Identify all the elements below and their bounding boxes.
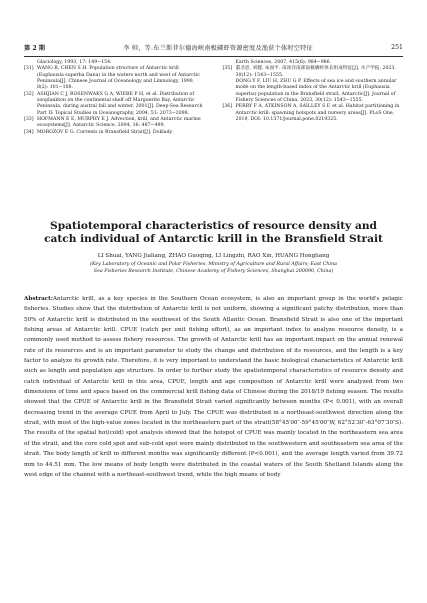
reference-text: HOFMANN E E, MURPHY E J. Advection, krill, and Antarctic marine ecosystems[J]. Antarctic Science, 2004, 16: 487−499.	[37, 117, 201, 129]
reference-item	[24, 92, 205, 117]
reference-text: Earth Sciences, 2007, 415(6): 984−986.	[235, 60, 332, 65]
article-title	[24, 220, 403, 246]
reference-number: [36]	[222, 104, 233, 110]
reference-item	[24, 130, 205, 136]
reference-list	[24, 60, 403, 196]
affiliation-line-1: (Key Laboratory of Oceanic and Polar Fisheries, Ministry of Agriculture and Rural Affairs; East China	[90, 262, 337, 267]
reference-text: MOROZOV E G. Currents in Bransfield Strait[J]. Doklady	[37, 129, 173, 135]
reference-item	[24, 117, 205, 130]
author-list: LI Shuai, YANG Jialiang, ZHAO Guoqing, LI Lingzhi, RAO Xin, HUANG Hongliang	[97, 253, 330, 259]
reference-number: [34]	[24, 129, 34, 135]
reference-text: PERRY F A, ATKINSON A, SAILLEY S F, et al. Habitat partitioning in Antarctic krill: spawning hotspots and nursery areas[J]. PLoS One, 2019, DOI: 10.1371/journal.pone.0219325.	[235, 104, 400, 123]
issue-number: 第 2 期	[24, 44, 45, 52]
reference-number: [32]	[24, 91, 34, 97]
reference-column-right	[223, 60, 404, 196]
title-line-1: Spatiotemporal characteristics of resource density and	[50, 220, 377, 232]
reference-number: [33]	[24, 117, 34, 123]
reference-item	[223, 104, 404, 123]
affiliation-line-2: Sea Fisheries Research Institute, Chinese Academy of Fishery Sciences, Shanghai 200090, China)	[93, 268, 334, 274]
abstract	[24, 294, 403, 594]
abstract-text: Antarctic krill, as a key species in the Southern Ocean ecosystem, is also an important group in the world's pelagic fisheries. Studies show that the distribution of Antarctic krill is not uniform, showing a significant patchy distribution, more than 50% of Antarctic krill is distributed in the southwest of the South Atlantic Ocean. Bransfield Strait is also one of the important fishing areas of Antarctic krill. CPUE (catch per unit fishing effort), as an important index to analyze resource density, is a commonly used method to assess fishery resources. The growth of Antarctic krill has an important impact on the annual renewal rate of its resources and is an important parameter to study the change and distribution of its resources, and the length is a key factor to analyze its growth rate. Therefore, it is very important to understand the basic biological characteristics of Antarctic krill such as length and population age structure. In order to further study the spatiotemporal characteristics of resource density and catch individual of Antarctic krill in this area, CPUE, length and age composition of Antarctic krill were analyzed from two dimensions of time and space based on the commercial krill fishing data of Chinese during the 2018/19 fishing season. The results showed that the CPUE of Antarctic krill in the Bransfield Strait varied significantly between months (P< 0.001), with an overall decreasing trend in the average CPUE from April to July. The CPUE was distributed in a northeast-southwest direction along the strait, with most of the high-value zones located in the northeastern part of the strait(58°45′00″-59°45′00″W, 62°52′30″-63°07′30″S). The results of the spatial hot(cold) spot analysis showed that the hotspot of CPUE was mainly located in the northeastern sea area of the strait, and the core cold spot and sub-cold spot were mainly distributed in the southwestern and southeastern sea area of the strait. The body length of krill in different months was significantly different (P<0.001), and the average length varied from 39.72 mm to 44.51 mm. The low means of body length were distributed in the coastal waters of the South Shetland Islands along the west edge of the channel with a northeast-southwest trend, while the high means of body	[24, 296, 403, 478]
abstract-label: Abstract:	[24, 296, 53, 302]
title-line-2: catch individual of Antarctic krill in the Bransfield Strait	[44, 233, 383, 245]
reference-number: [31]	[24, 66, 34, 72]
reference-column-left	[24, 60, 205, 196]
reference-text: DONG Y F, LIU H, ZHU G P. Effects of sea ice and southern annular mode on the length-based index of the Antarctic krill (Euphausia superba) population in the Bransfield strait, Antarctic[J]. Journal of Fishery Sciences of China, 2023, 30(12): 1543−1555.	[235, 79, 397, 104]
reference-item	[223, 79, 404, 104]
reference-text: 董圣恩, 刘健, 朱国平. 南冰洋南部南极磷虾体长组成特征[J]. 水产学报, 2023, 30(12): 1543−1555.	[235, 66, 396, 78]
page-number: 251	[391, 43, 403, 51]
running-header	[24, 40, 403, 54]
reference-item	[24, 66, 205, 91]
affiliation	[40, 262, 387, 275]
reference-item	[223, 66, 404, 79]
reference-text: Glaciology, 1993, 17: 149−154.	[37, 60, 112, 65]
reference-number: [35]	[222, 66, 233, 72]
reference-text: WANG R, CHEN S H. Population structure of Antarctic krill (Euphausia superba Dana) in the waters north and west of Antarctic Peninsula[J]. Chinese Journal of Oceanology and Limnology, 1990, 8(2): 101−108.	[37, 66, 200, 91]
reference-text: ASHJIAN C J, ROSENWAKS G A, WIEBE P H, et al. Distribution of zooplankton on the continental shelf off Marguerite Bay, Antarctic Peninsula, during austral fall and winter, 2001[J]. Deep-Sea Research Part II: Topical Studies in Oceanography, 2004, 51: 2073−2098.	[37, 91, 203, 116]
header-rule	[24, 56, 403, 57]
running-title: 李 帅，等.布兰斯菲尔德海峡南极磷虾资源密度及渔获个体时空特征	[123, 44, 313, 52]
